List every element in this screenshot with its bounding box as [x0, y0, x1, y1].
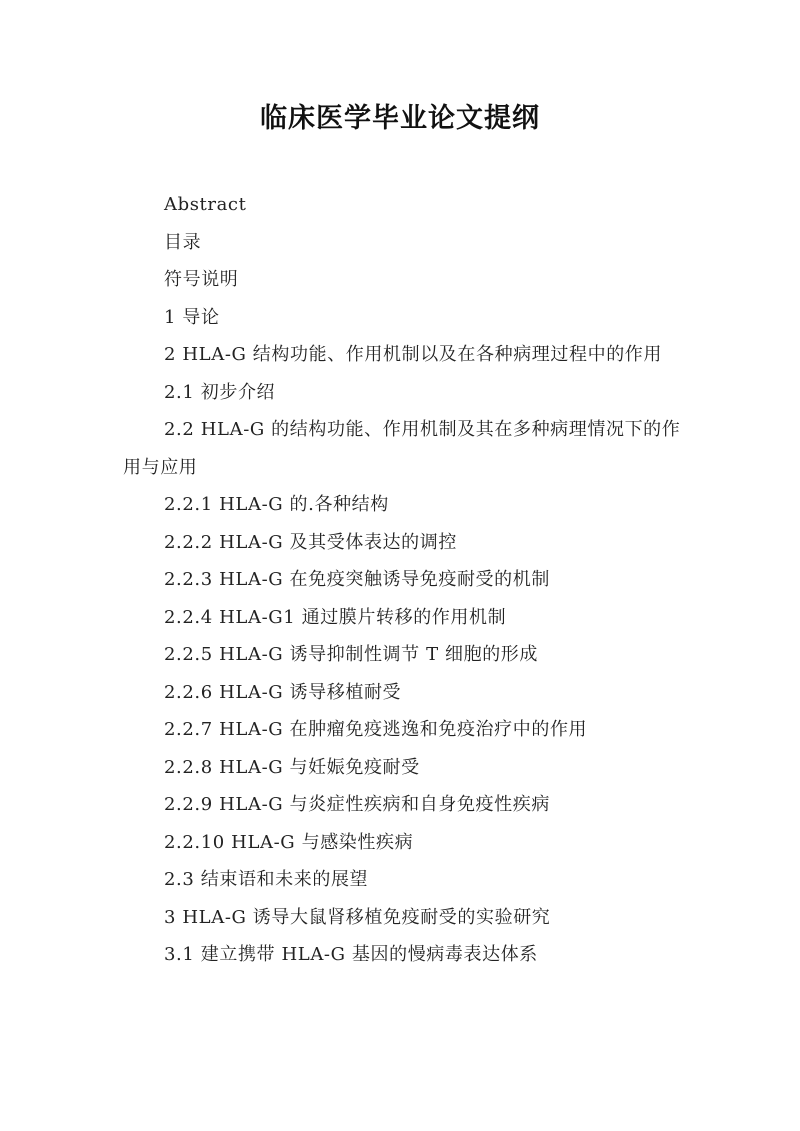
- outline-item: 2.2.4 HLA-G1 通过膜片转移的作用机制: [164, 606, 507, 628]
- outline-item: 2.2.7 HLA-G 在肿瘤免疫逃逸和免疫治疗中的作用: [164, 719, 588, 740]
- outline-item: 2.2.2 HLA-G 及其受体表达的调控: [164, 531, 457, 553]
- outline-item: 2.2.9 HLA-G 与炎症性疾病和自身免疫性疾病: [164, 794, 550, 815]
- outline-item: 2.2 HLA-G 的结构功能、作用机制及其在多种病理情况下的作用与应用: [123, 419, 681, 478]
- outline-item: 2.1 初步介绍: [164, 381, 276, 403]
- outline-item: 2.2.6 HLA-G 诱导移植耐受: [164, 681, 402, 703]
- outline-item: 2.2.10 HLA-G 与感染性疾病: [164, 831, 414, 853]
- outline-item: 3 HLA-G 诱导大鼠肾移植免疫耐受的实验研究: [164, 906, 551, 928]
- outline-item: 目录: [164, 231, 202, 253]
- outline-item: 2 HLA-G 结构功能、作用机制以及在各种病理过程中的作用: [164, 344, 663, 365]
- outline-list: [123, 186, 683, 974]
- outline-item: 2.2.1 HLA-G 的.各种结构: [164, 494, 389, 515]
- document-title: 临床医学毕业论文提纲: [260, 103, 540, 134]
- outline-item: 3.1 建立携带 HLA-G 基因的慢病毒表达体系: [164, 944, 538, 965]
- outline-item: 2.2.5 HLA-G 诱导抑制性调节 T 细胞的形成: [164, 644, 539, 665]
- outline-item: 2.2.8 HLA-G 与妊娠免疫耐受: [164, 756, 420, 778]
- outline-item: Abstract: [164, 194, 247, 215]
- outline-item: 2.2.3 HLA-G 在免疫突触诱导免疫耐受的机制: [164, 569, 550, 590]
- outline-item: 2.3 结束语和未来的展望: [164, 869, 369, 890]
- outline-item: 符号说明: [164, 269, 239, 290]
- outline-item: 1 导论: [164, 306, 220, 328]
